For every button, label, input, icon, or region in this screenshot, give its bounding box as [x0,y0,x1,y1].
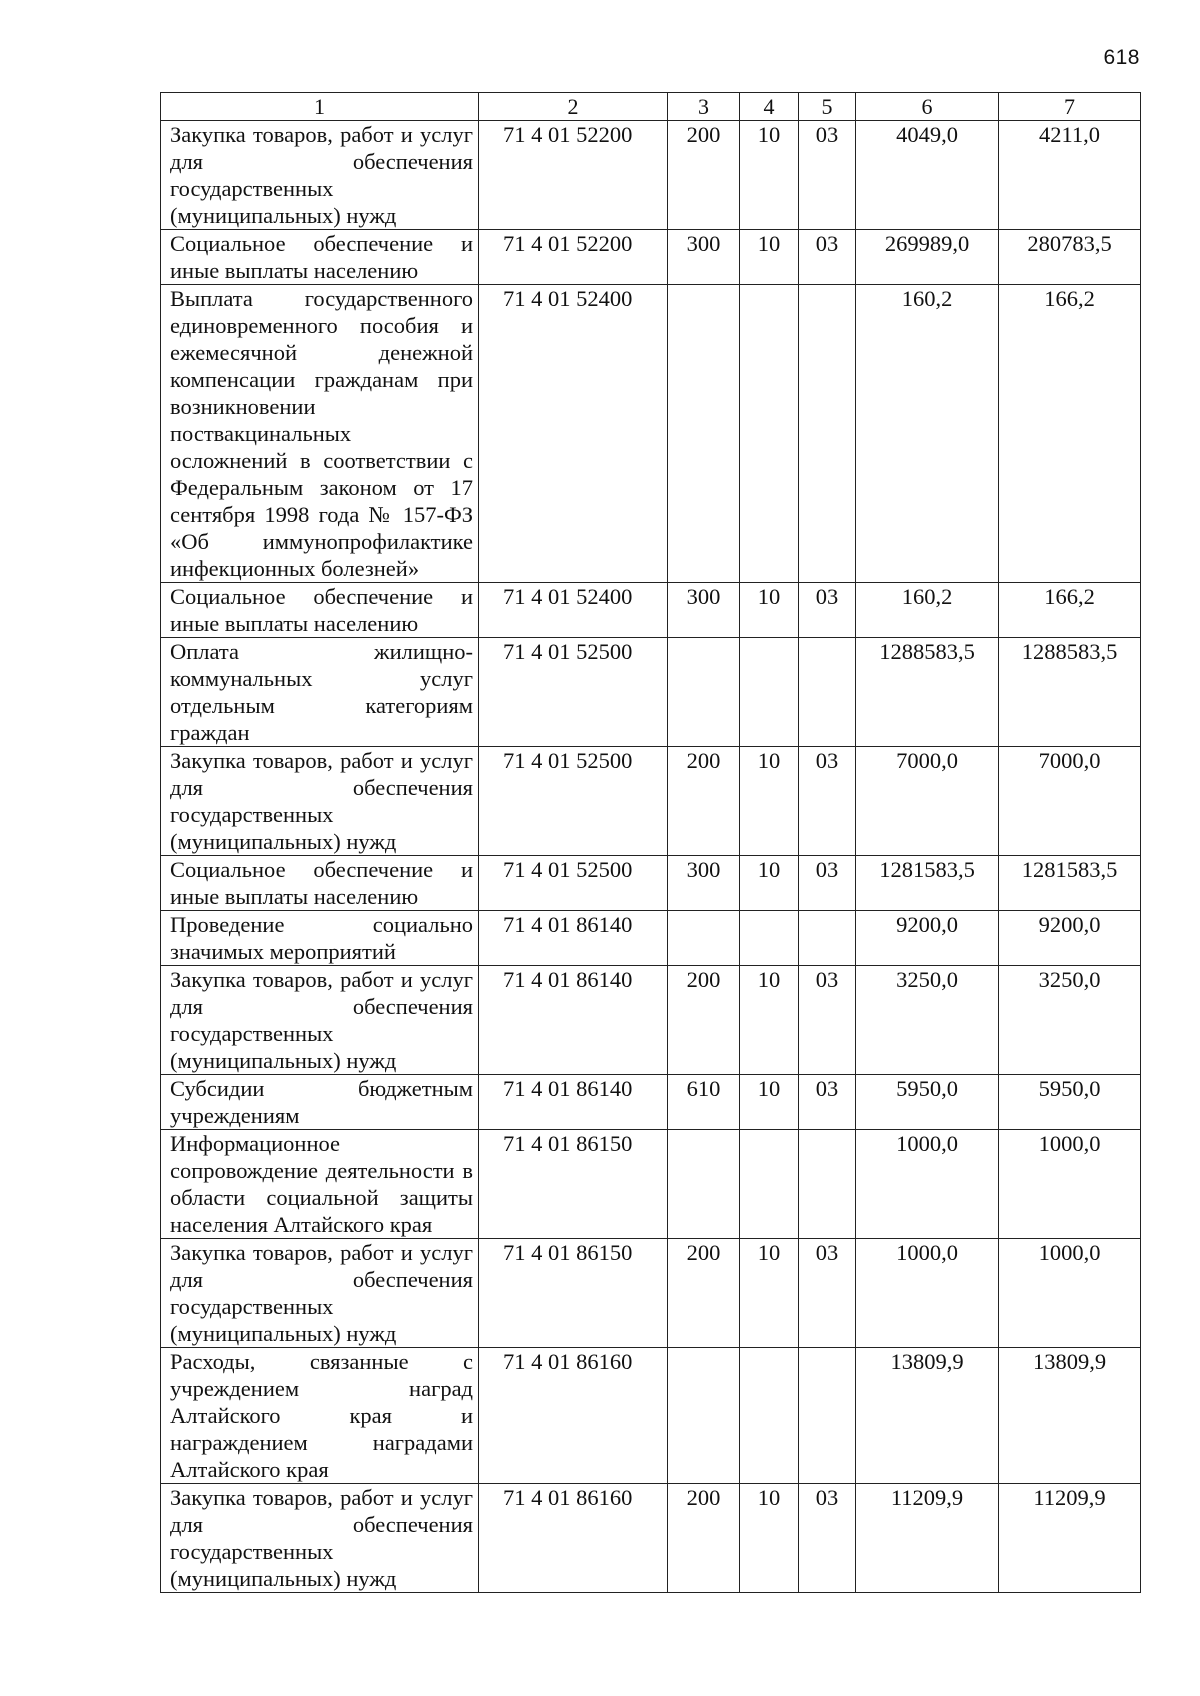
row-col7-amount-cell: 4211,0 [999,121,1141,230]
row-col5-cell [799,285,856,583]
row-col5-cell: 03 [799,747,856,856]
row-col7-amount-cell: 1000,0 [999,1130,1141,1239]
row-col5-cell [799,1130,856,1239]
row-col6-amount-cell: 13809,9 [856,1348,999,1484]
row-col7-amount-cell: 13809,9 [999,1348,1141,1484]
row-col3-cell: 200 [668,747,740,856]
row-name-cell: Закупка товаров, работ и услуг для обеспечения государственных (муниципальных) нужд [161,1484,479,1593]
row-name-cell: Оплата жилищно-коммунальных услуг отдельным категориям граждан [161,638,479,747]
row-col3-cell: 200 [668,1239,740,1348]
row-col3-cell [668,285,740,583]
table-header-row [161,93,1141,121]
row-col3-cell: 200 [668,966,740,1075]
row-col3-cell: 300 [668,856,740,911]
column-header: 7 [999,93,1141,121]
row-col5-cell: 03 [799,1075,856,1130]
row-col6-amount-cell: 4049,0 [856,121,999,230]
row-col6-amount-cell: 160,2 [856,583,999,638]
row-col3-cell: 200 [668,121,740,230]
row-col3-cell: 300 [668,230,740,285]
row-col6-amount-cell: 9200,0 [856,911,999,966]
row-name-cell: Закупка товаров, работ и услуг для обеспечения государственных (муниципальных) нужд [161,1239,479,1348]
row-col5-cell: 03 [799,230,856,285]
row-col4-cell: 10 [740,583,799,638]
row-col4-cell [740,285,799,583]
row-col6-amount-cell: 1281583,5 [856,856,999,911]
row-col4-cell: 10 [740,1075,799,1130]
row-code-cell: 71 4 01 52200 [479,121,668,230]
row-col5-cell: 03 [799,583,856,638]
row-col4-cell: 10 [740,121,799,230]
table-row [161,1484,1141,1593]
row-name-cell: Выплата государственного единовременного пособия и ежемесячной денежной компенсации гражданам при возникновении поствакцинальных осложнений в соответствии с Федеральным законом от 17 сентября 1998 года № 157-ФЗ «Об иммунопрофилактике инфекционных болезней» [161,285,479,583]
row-col3-cell [668,1130,740,1239]
table-row [161,1239,1141,1348]
row-name-cell: Закупка товаров, работ и услуг для обеспечения государственных (муниципальных) нужд [161,966,479,1075]
column-header: 3 [668,93,740,121]
table-row [161,966,1141,1075]
row-col5-cell: 03 [799,121,856,230]
row-col4-cell [740,1348,799,1484]
row-col7-amount-cell: 166,2 [999,285,1141,583]
row-col5-cell: 03 [799,966,856,1075]
row-code-cell: 71 4 01 86140 [479,1075,668,1130]
column-header: 5 [799,93,856,121]
page-number: 618 [1103,46,1140,69]
row-code-cell: 71 4 01 86140 [479,911,668,966]
row-col4-cell [740,638,799,747]
row-col3-cell [668,1348,740,1484]
row-col6-amount-cell: 3250,0 [856,966,999,1075]
row-col4-cell: 10 [740,747,799,856]
row-name-cell: Расходы, связанные с учреждением наград Алтайского края и награждением наградами Алтайского края [161,1348,479,1484]
row-code-cell: 71 4 01 86160 [479,1348,668,1484]
row-code-cell: 71 4 01 86160 [479,1484,668,1593]
column-header: 1 [161,93,479,121]
row-col3-cell: 610 [668,1075,740,1130]
table-row [161,856,1141,911]
row-col6-amount-cell: 1288583,5 [856,638,999,747]
row-col5-cell [799,911,856,966]
row-col7-amount-cell: 7000,0 [999,747,1141,856]
row-col6-amount-cell: 7000,0 [856,747,999,856]
table-row [161,1348,1141,1484]
row-code-cell: 71 4 01 86150 [479,1130,668,1239]
row-col5-cell: 03 [799,1484,856,1593]
row-col7-amount-cell: 9200,0 [999,911,1141,966]
row-col7-amount-cell: 1000,0 [999,1239,1141,1348]
table-row [161,1075,1141,1130]
row-name-cell: Закупка товаров, работ и услуг для обеспечения государственных (муниципальных) нужд [161,121,479,230]
row-col3-cell: 200 [668,1484,740,1593]
row-code-cell: 71 4 01 52500 [479,747,668,856]
row-col6-amount-cell: 1000,0 [856,1130,999,1239]
row-col4-cell: 10 [740,966,799,1075]
row-col3-cell [668,638,740,747]
row-col6-amount-cell: 11209,9 [856,1484,999,1593]
row-code-cell: 71 4 01 52500 [479,638,668,747]
row-name-cell: Субсидии бюджетным учреждениям [161,1075,479,1130]
row-code-cell: 71 4 01 52200 [479,230,668,285]
row-name-cell: Закупка товаров, работ и услуг для обеспечения государственных (муниципальных) нужд [161,747,479,856]
row-col7-amount-cell: 1288583,5 [999,638,1141,747]
row-col4-cell [740,911,799,966]
table-row [161,911,1141,966]
budget-table [160,92,1141,1593]
row-code-cell: 71 4 01 86150 [479,1239,668,1348]
row-col3-cell: 300 [668,583,740,638]
row-name-cell: Социальное обеспечение и иные выплаты населению [161,583,479,638]
row-code-cell: 71 4 01 52500 [479,856,668,911]
column-header: 6 [856,93,999,121]
row-code-cell: 71 4 01 52400 [479,583,668,638]
column-header: 2 [479,93,668,121]
table-row [161,638,1141,747]
row-name-cell: Информационное сопровождение деятельности в области социальной защиты населения Алтайского края [161,1130,479,1239]
row-col6-amount-cell: 5950,0 [856,1075,999,1130]
table-row [161,230,1141,285]
row-col4-cell: 10 [740,1239,799,1348]
row-col3-cell [668,911,740,966]
row-col4-cell: 10 [740,856,799,911]
row-col7-amount-cell: 3250,0 [999,966,1141,1075]
row-code-cell: 71 4 01 52400 [479,285,668,583]
row-col7-amount-cell: 280783,5 [999,230,1141,285]
row-col5-cell: 03 [799,1239,856,1348]
row-col4-cell: 10 [740,230,799,285]
column-header: 4 [740,93,799,121]
row-col5-cell [799,1348,856,1484]
table-row [161,1130,1141,1239]
row-name-cell: Социальное обеспечение и иные выплаты населению [161,230,479,285]
row-col5-cell: 03 [799,856,856,911]
row-col7-amount-cell: 166,2 [999,583,1141,638]
row-col6-amount-cell: 160,2 [856,285,999,583]
row-name-cell: Проведение социально значимых мероприятий [161,911,479,966]
row-name-cell: Социальное обеспечение и иные выплаты населению [161,856,479,911]
row-col6-amount-cell: 1000,0 [856,1239,999,1348]
table-row [161,747,1141,856]
row-col7-amount-cell: 5950,0 [999,1075,1141,1130]
row-col7-amount-cell: 1281583,5 [999,856,1141,911]
row-col4-cell [740,1130,799,1239]
table-row [161,285,1141,583]
row-col4-cell: 10 [740,1484,799,1593]
row-col7-amount-cell: 11209,9 [999,1484,1141,1593]
row-code-cell: 71 4 01 86140 [479,966,668,1075]
row-col5-cell [799,638,856,747]
row-col6-amount-cell: 269989,0 [856,230,999,285]
table-row [161,583,1141,638]
table-row [161,121,1141,230]
